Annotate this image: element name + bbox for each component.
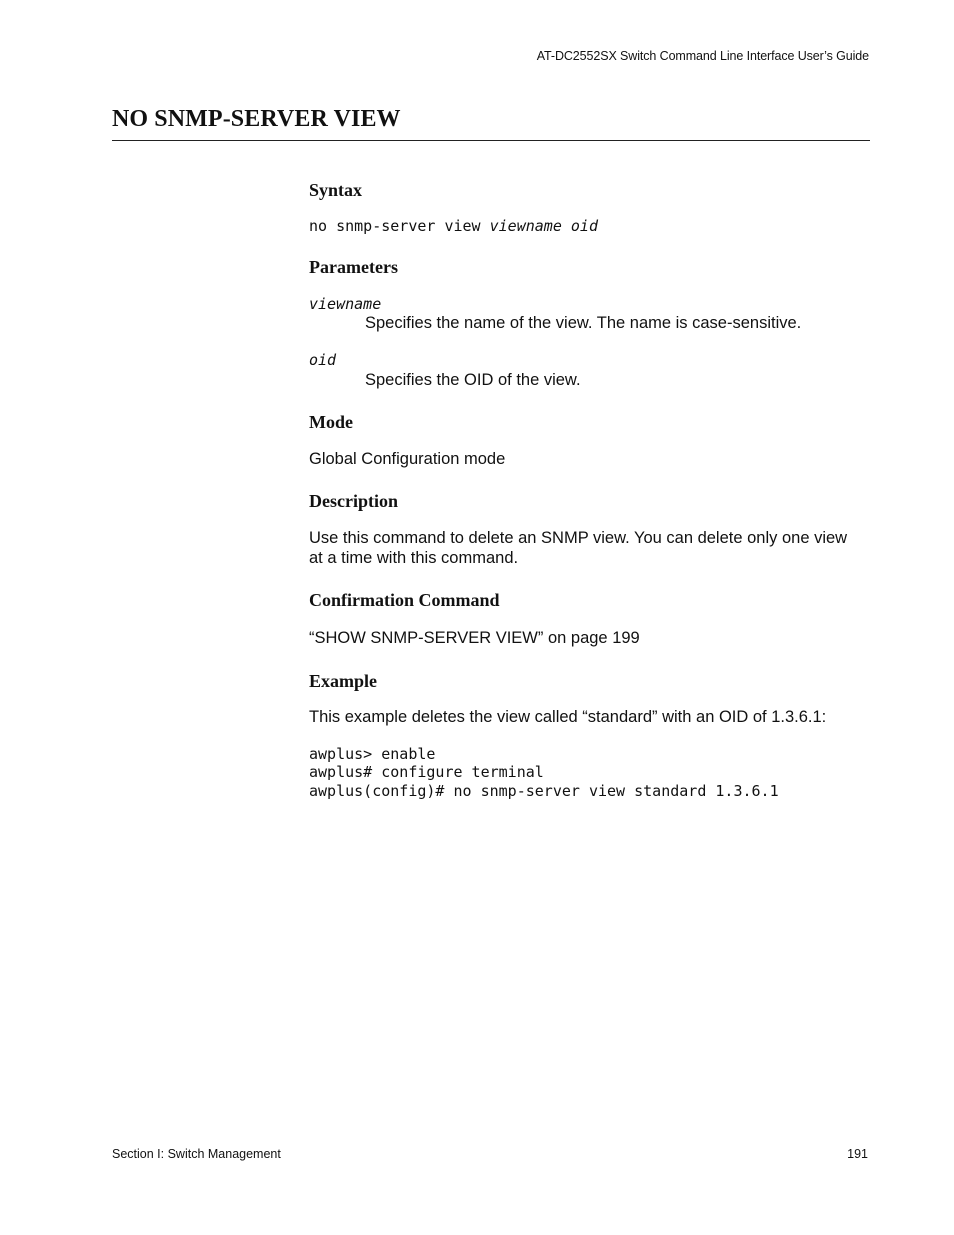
param-name-viewname: [309, 295, 870, 314]
syntax-command-text: no snmp-server view: [309, 217, 490, 235]
description-text-line2: at a time with this command.: [309, 548, 519, 567]
page-title: NO SNMP-SERVER VIEW: [112, 106, 401, 132]
param-name-oid-text: oid: [309, 351, 337, 369]
mode-text: Global Configuration mode: [309, 449, 506, 468]
title-rule: [112, 140, 870, 141]
example-code-block: [309, 745, 870, 801]
confirmation-link[interactable]: “SHOW SNMP-SERVER VIEW” on page 199: [309, 628, 640, 647]
syntax-heading: Syntax: [309, 180, 363, 200]
param-name-viewname-text: viewname: [309, 294, 382, 313]
parameters-heading: Parameters: [309, 256, 398, 277]
mode-heading: Mode: [309, 411, 353, 432]
example-intro: This example deletes the view called “standard” with an OID of 1.3.6.1:: [309, 707, 827, 726]
param-desc-oid: Specifies the OID of the view.: [365, 370, 581, 389]
example-heading: Example: [309, 670, 378, 691]
example-code-line: awplus> enable: [309, 744, 436, 763]
footer-section: Section I: Switch Management: [112, 1147, 281, 1161]
running-header: AT-DC2552SX Switch Command Line Interface User’s Guide: [536, 49, 869, 63]
param-desc-viewname: Specifies the name of the view. The name is case-sensitive.: [365, 314, 802, 332]
content-body: [309, 180, 870, 800]
example-code-line: awplus(config)# no snmp-server view standard 1.3.6.1: [309, 781, 779, 800]
syntax-command-args: viewname oid: [489, 217, 598, 235]
footer-page-number: 191: [847, 1147, 868, 1161]
syntax-command: [309, 217, 870, 236]
description-heading: Description: [309, 490, 398, 511]
example-code-line: awplus# configure terminal: [309, 763, 544, 781]
confirmation-heading: Confirmation Command: [309, 589, 500, 610]
description-text-line1: Use this command to delete an SNMP view. You can delete only one view: [309, 528, 848, 547]
param-name-oid: [309, 351, 870, 370]
